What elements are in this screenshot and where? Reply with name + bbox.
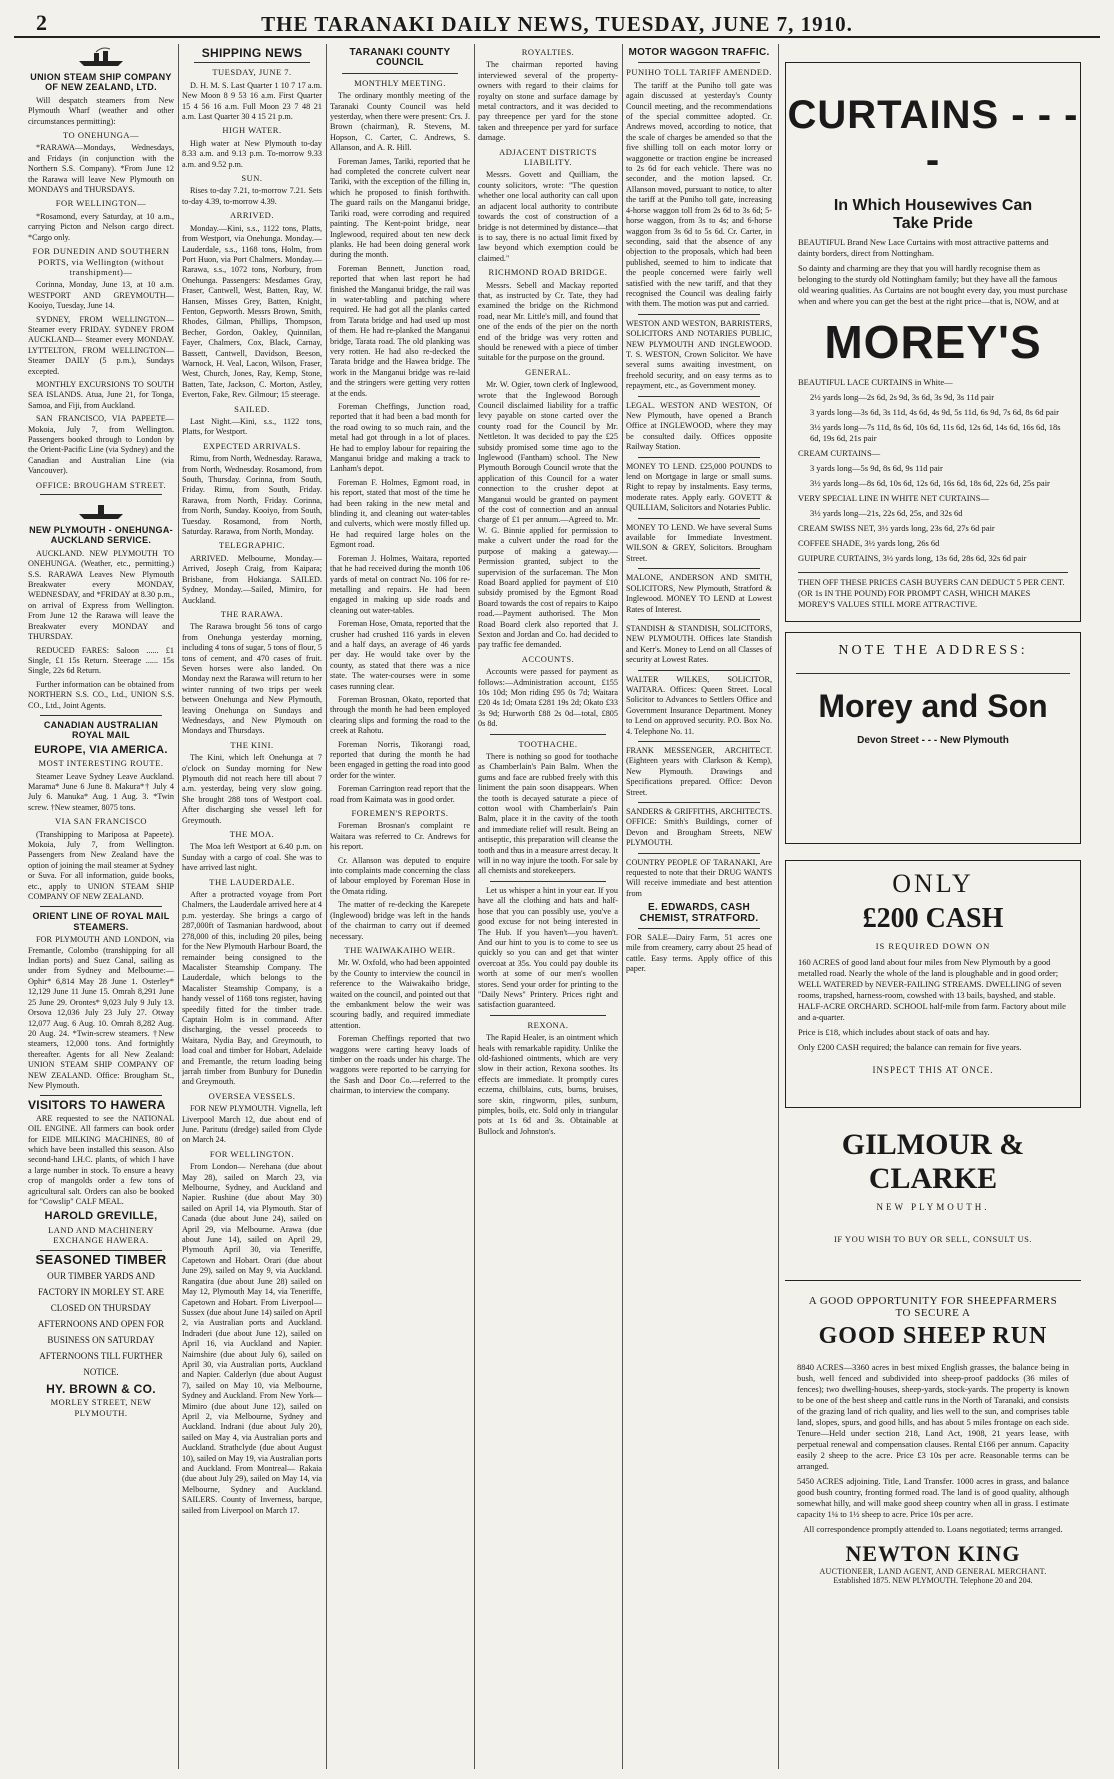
county-header: TARANAKI COUNTY COUNCIL	[349, 47, 451, 69]
county-para: Foreman Cheffings reported that two waggons were carting heavy loads of timber on the roads under his charge. The waggons were reported to be carrying for the Sash and Door Co.—referred to the chairman, to interview the company.	[330, 1034, 470, 1096]
divider	[638, 568, 760, 569]
address-advert	[785, 632, 1081, 844]
onehunga-heading: TO ONEHUNGA—	[63, 130, 139, 141]
shipping-date: TUESDAY, JUNE 7.	[212, 67, 292, 78]
farm-advert	[785, 860, 1081, 1108]
correspondence-line: All correspondence promptly attended to. Loans negotiated; terms arranged.	[803, 1524, 1063, 1534]
net-heading: VERY SPECIAL LINE IN WHITE NET CURTAINS—	[798, 493, 989, 503]
county-para: Foreman Cheffings, Junction road, reported that it had been a bad month for the road owing to so much rain, and the metal had got through in a lot of places. He had to employ labour for repairing the Manganui bridge and making a track to Lanham's depot.	[330, 402, 470, 474]
overseas-heading: OVERSEA VESSELS.	[208, 1090, 296, 1101]
timber-text: OUR TIMBER YARDS AND FACTORY IN MORLEY ST. ARE CLOSED ON THURSDAY AFTERNOONS AND OPEN FOR BUSINESS ON SATURDAY AFTERNOONS TILL FURTHER NOTICE.	[37, 1271, 165, 1378]
column-3	[330, 44, 470, 1769]
classified-ad: FOR SALE—Dairy Farm, 51 acres one mile from creamery, carry about 25 head of cattle. Easy terms. Apply office of this paper.	[626, 933, 772, 974]
newton-established: Established 1875. NEW PLYMOUTH. Telephone 20 and 204.	[833, 1576, 1033, 1585]
curtains-text: So dainty and charming are they that you will hardly recognise them as belonging to the sturdy old Nottingham family; but they have all the famous old wearing qualities. As Curtains are not bought every day, you must purchase when and where you can get the best at the right price—that is, NOW, and at	[798, 263, 1068, 306]
note-address: NOTE THE ADDRESS:	[838, 643, 1028, 658]
sheep-run-heading: GOOD SHEEP RUN	[818, 1323, 1048, 1349]
price-line: 3½ yards long—21s, 22s 6d, 25s, and 32s 6d	[810, 508, 963, 518]
moreys-logo: MOREY'S	[824, 316, 1042, 368]
price-line: 3 yards long—3s 6d, 3s 11d, 4s 6d, 4s 9d, 5s 11d, 6s 9d, 7s 6d, 8s 6d pair	[810, 407, 1059, 417]
column-rule	[474, 44, 475, 1769]
divider	[638, 802, 760, 803]
morey-son-logo: Morey and Son	[818, 688, 1048, 724]
motor-sub: PUNIHO TOLL TARIFF AMENDED.	[626, 67, 772, 78]
divider	[40, 1095, 162, 1096]
greville-name: HAROLD GREVILLE,	[44, 1210, 158, 1223]
motor-text: The tariff at the Puniho toll gate was again discussed at yesterday's County Council meeting, and the recommendations of the special committee adopted. Cr. Andrews moved, according to notice, that the scale of charges be amended so that the five shilling toll on each motor lorry or waggonette or traction engine be increased to 2s 6d for each vehicle. There was no seconder, and the motion lapsed. Cr. Allanson moved, pursuant to notice, to alter the tariff at the Puniho toll gate, increasing 4-horse waggon toll from 2s 6d to 3s 6d; 5-horse waggon, from 3s to 4s; and 6-horse waggon from 3s 6d to 5s 6d. Cr. Carter, in seconding, said that the absence of any objection to the proposals, which had been published, seemed to him to indicate that the people concerned were fairly well satisfied with the new tariff, and that they recognised the Council was dealing fairly with them. The motion was put and carried.	[626, 80, 772, 309]
curtains-advert	[785, 62, 1081, 622]
adjacent-text: Messrs. Govett and Quilliam, the county solicitors, wrote: "The question whether one local authority can call upon an adjacent local authority to contribute towards the cost of construction of a bridge is not determined by distance—that is to say, there is no actual limit fixed by law beyond which exemption could be claimed."	[478, 170, 618, 263]
timber-header: SEASONED TIMBER	[35, 1251, 167, 1267]
price-line: 3½ yards long—8s 6d, 10s 6d, 12s 6d, 16s 6d, 18s 6d, 22s 6d, 25s pair	[810, 478, 1050, 488]
price-line: 3½ yards long—7s 11d, 8s 6d, 10s 6d, 11s 6d, 12s 6d, 14s 6d, 16s 6d, 18s 6d, 19s 6d, 21s pair	[810, 422, 1061, 443]
county-para: Foreman Hose, Omata, reported that the crusher had crushed 116 yards in eleven and a half days, an average of 46 yards per day. He would take over by the county, as stated that there was a nice state. The water-courses were in some cases running clear.	[330, 619, 470, 691]
county-para: The matter of re-decking the Karepete (Inglewood) bridge was left in the hands of the chairman to carry out if deemed necessary.	[330, 900, 470, 941]
newton-king: NEWTON KING	[845, 1541, 1021, 1566]
newton-sub: AUCTIONEER, LAND AGENT, AND GENERAL MERCHANT.	[819, 1567, 1047, 1576]
devon-street: Devon Street - - - New Plymouth	[857, 735, 1009, 746]
gilmour-location: NEW PLYMOUTH.	[876, 1202, 990, 1212]
newspaper-title: THE TARANAKI DAILY NEWS, TUESDAY, JUNE 7, 1910.	[261, 12, 853, 36]
toothache-heading: TOOTHACHE.	[518, 738, 578, 749]
classified-ad: LEGAL. WESTON AND WESTON, Of New Plymouth, have opened a Branch Office at INGLEWOOD, where they may be consulted daily. Offices opposite Railway Station.	[626, 400, 772, 452]
steamship-icon	[76, 46, 126, 68]
column-rule	[178, 44, 179, 1769]
classified-ad: MONEY TO LEND. £25,000 POUNDS to lend on Mortgage in large or small sums. Right to repay by instalments. Easy terms, moderate rates. Apply early. GOVETT & QUILLIAM, Solicitors and Notaries Public.	[626, 461, 772, 513]
wellington-heading: FOR WELLINGTON—	[55, 198, 147, 209]
divider	[638, 457, 760, 458]
county-para: Foreman Brosnan's complaint re Waitara was referred to Cr. Andrews for his report.	[330, 821, 470, 852]
usscompany-header: UNION STEAM SHIP COMPANY OF NEW ZEALAND, LTD.	[30, 72, 172, 93]
dunedin-text: Corinna, Monday, June 13, at 10 a.m. WESTPORT AND GREYMOUTH— Kooiyo, Tuesday, June 14.	[28, 280, 174, 311]
county-para: Foreman Brosnan, Okato, reported that through the month he had been employed clearing slips and forming the road to the creek at Rahotu.	[330, 694, 470, 736]
water-text: High water at New Plymouth to-day 8.33 a.m. and 9.13 p.m. To-morrow 9.33 a.m. and 9.52 p.m.	[182, 138, 322, 169]
richmond-heading: RICHMOND ROAD BRIDGE.	[488, 267, 608, 278]
page-number: 2	[36, 10, 47, 35]
telegraphic-text: ARRIVED. Melbourne, Monday.—Arrived, Joseph Craig, from Kaipara; Brisbane, from Hokianga. SAILED. Sydney, Monday.—Sailed, Mimiro, for Auckland.	[182, 553, 322, 605]
county-para: Foreman F. Holmes, Egmont road, in his report, stated that most of the time he had been raking in the new metal and blinding it, and cleaning out water-tables and culverts, which were mostly filled up. He had required large holes on the Egmont road.	[330, 477, 470, 550]
office-line: OFFICE: BROUGHAM STREET.	[35, 479, 167, 490]
orient-header: ORIENT LINE OF ROYAL MAIL STEAMERS.	[32, 911, 170, 932]
county-subheading: THE WAIWAKAIHO WEIR.	[344, 944, 456, 955]
run-text: 5450 ACRES adjoining. Title, Land Transfer. 1000 acres in grass, and balance good bush country, fronting formed road. The land is of good quality, although somewhat hilly, and will make good sheep country when all in grass. I estimate capacity 1¼ to 1½ sheep to acre. Price 10s per acre.	[797, 1476, 1069, 1519]
gilmour-clarke: GILMOUR & CLARKE	[841, 1128, 1025, 1195]
discount-text: THEN OFF THESE PRICES CASH BUYERS CAN DEDUCT 5 PER CENT. (OR 1s IN THE POUND) FOR PROMPT CASH, WHICH MAKES MOREY'S VALUES STILL MORE ATTRACTIVE.	[798, 577, 1065, 609]
opportunity-line: A GOOD OPPORTUNITY FOR SHEEPFARMERS TO SECURE A	[808, 1295, 1058, 1319]
accounts-text: Accounts were passed for payment as follows:—Administration account, £155 10s 10d; Mon riding £95 0s 7d; Waitara £20 4s 1d; Omata £281 19s 2d; Okato £33 3s 9d; Hurworth £88 2s 0d—total, £805 0s 8d.	[478, 667, 618, 729]
column-1	[28, 44, 174, 1769]
motor-header: MOTOR WAGGON TRAFFIC.	[628, 47, 770, 58]
county-subheading: FOREMEN'S REPORTS.	[351, 808, 449, 819]
general-heading: GENERAL.	[525, 366, 571, 377]
visitors-text: ARE requested to see the NATIONAL OIL ENGINE. All farmers can book order for EIDE MILKING MACHINES, 80 of which have been installed this season. Also second-hand I.H.C. plants, of which I have a large number in stock. To ensure a heavy crop of mangolds order a few tons of agricultural salt. Orders can also be booked for "Cowslip" CALF MEAL.	[28, 1113, 174, 1206]
toothache-text: There is nothing so good for toothache as Chamberlain's Pain Balm. When the gums and face are rubbed freely with this liniment the pain soon disappears. When the tooth is decayed saturate a piece of cotton wool with Chamberlain's Pain Balm, place it in the cavity of the tooth and immediate relief will result. Being an antiseptic, this preparation will cleanse the tooth and thus in a measure arrest decay. It will in no way injure the tooth. For sale by all chemists and storekeepers.	[478, 752, 618, 876]
gilmour-advert	[785, 1110, 1081, 1268]
county-para: Foreman Carrington read report that the road from Kaimata was in good order.	[330, 784, 470, 804]
royalties-heading: ROYALTIES.	[521, 47, 575, 57]
price-line: GUIPURE CURTAINS, 3½ yards long, 13s 6d, 28s 6d, 32s 6d pair	[798, 553, 1027, 563]
divider	[40, 715, 162, 716]
farm-text: 160 ACRES of good land about four miles from New Plymouth by a good metalled road. Nearly the whole of the land is ploughable and in good order; WELL WATERED by NEVER-FAILING STREAMS. DWELLING of seven rooms, trapshed, harness-room, cowshed with 13 bails, bayshed, and stable. HALF-ACRE ORCHARD. SCHOOL half-mile from farm. Factory about mile and a-quarter.	[798, 957, 1066, 1022]
moa-heading: THE MOA.	[229, 829, 275, 840]
sun-text: Rises to-day 7.21, to-morrow 7.21. Sets to-day 4.39, to-morrow 4.39.	[182, 186, 322, 206]
whisper-text: Let us whisper a hint in your ear. If you have all the clothing and hats and half-hose that you can possibly use, you've a good excuse for not being interested in The Hub. If you haven't—you haven't. And our hint to you is to come to see us quickly so you can and get that winter overcoat at 35s. You could pay double its worth at some of our men's woollen stores. Send your order for printing to the "Daily News" Printery. Prices right and satisfaction guaranteed.	[478, 885, 618, 1010]
brown-sub: MORLEY STREET, NEW PLYMOUTH.	[50, 1397, 152, 1418]
county-para: Mr. W. Oxfold, who had been appointed by the County to interview the council in reference to the Waiwakaiho bridge, waited on the council, and pointed out that the embankment below the weir was scouring badly, and required immediate attention.	[330, 958, 470, 1030]
column-4	[478, 44, 618, 1769]
np-service-text: AUCKLAND. NEW PLYMOUTH TO ONEHUNGA. (Weather, etc., permitting.) S.S. RARAWA Leaves New Plymouth Breakwater every MONDAY, WEDNESDAY, and *FRIDAY at 8.30 p.m., on arrival of Express from Wellington. From June 12 the Rarawa will leave the Breakwater every MONDAY and THURSDAY.	[28, 548, 174, 642]
column-5	[626, 44, 772, 1769]
sheep-run-advert	[785, 1280, 1081, 1760]
expected-text: Rimu, from North, Wednesday. Rarawa, from North, Wednesday. Rosamond, from South, Thursday. Corinna, from South, Friday. Rimu, from South, Friday. Rarawa, from North, Friday. Corinna, from North, Sunday. Kooiyo, from South, Tuesday. Rosamond, from North, Saturday. Rarawa, from North, Monday.	[182, 454, 322, 537]
masthead	[14, 10, 1100, 38]
price-line: 3 yards long—5s 9d, 8s 6d, 9s 11d pair	[810, 463, 943, 473]
lace-heading: BEAUTIFUL LACE CURTAINS in White—	[798, 377, 953, 387]
expected-heading: EXPECTED ARRIVALS.	[203, 440, 301, 451]
price-line: COFFEE SHADE, 3½ yards long, 26s 6d	[798, 538, 940, 548]
accounts-heading: ACCOUNTS.	[521, 653, 575, 664]
price-text: Price is £18, which includes about stack of oats and hay.	[798, 1027, 990, 1037]
divider	[638, 670, 760, 671]
kini-text: The Kini, which left Onehunga at 7 o'clock on Sunday morning for New Plymouth did not reach here till about 7 a.m. yesterday, being very slow going. She brought 288 tons of Westport coal. After discharging she vessel left for Greymouth.	[182, 753, 322, 825]
visitors-header: VISITORS TO HAWERA	[28, 1098, 166, 1113]
county-sub: MONTHLY MEETING.	[354, 77, 446, 88]
classified-ad: MONEY TO LEND. We have several Sums available for Immediate Investment. WILSON & GREY, Solicitors. Brougham Street.	[626, 522, 772, 563]
telegraphic-heading: TELEGRAPHIC.	[218, 540, 286, 551]
classified-ad: FRANK MESSENGER, ARCHITECT. (Eighteen years with Clarkson & Kemp), New Plymouth. Drawings and Specifications prepared. Office: Devon Street.	[626, 745, 772, 797]
moa-text: The Moa left Westport at 6.40 p.m. on Sunday with a cargo of coal. She was to have arrived last night.	[182, 842, 322, 873]
only-heading: ONLY	[892, 869, 974, 898]
sailed-heading: SAILED.	[234, 403, 270, 414]
cash-heading: £200 CASH	[862, 903, 1004, 934]
county-para: Foreman Bennett, Junction road, reported that when last report he had finished the Manganui bridge, the rail was in water-tabling and patching where required. He had got all the planks carted from Tarata bridge and had used up most of them. He had re-planked the Manganui bridge, Tarata road. The old planking was very rotten. He had also re-decked the Tarata bridge and the Hawea bridge. The work in the Manganui bridge was re-laid and the stringers were getting very rotten at the ends.	[330, 263, 470, 398]
forwell-heading: FOR WELLINGTON.	[209, 1148, 295, 1159]
adjacent-heading: ADJACENT DISTRICTS LIABILITY.	[499, 146, 597, 168]
general-text: Mr. W. Ogier, town clerk of Inglewood, wrote that the Inglewood Borough Council disclaimed liability for a traffic levy payable on stone carted over the county road for the Council by Mr. Nettleton. It was decided to pay the £25 subsidy promised some time ago to the Inglewood (Fantham) school. The New Plymouth Borough Council wrote that the application of this Council for a water connection to the crusher depot at Manganui would be granted on payment of the cost of connection and an annual charge of £1 per annum.—Agreed to. Mr. W. G. Binnie applied for permission to make a culvert under the road for the purpose of making a gateway.—Permission granted, subject to the supervision of the surfaceman. The Mon Road Board applied for payment of £10 subsidy promised by the Egmont Road Board towards the cost of repairs to Kaipo road.—Payment authorised. The Mon Road Board clerk also reported that J. Sexton and Jordan and Co. had decided to pay traffic fee demanded.	[478, 380, 618, 650]
divider	[638, 741, 760, 742]
lauderdale-heading: THE LAUDERDALE.	[209, 876, 295, 887]
overseas-text: FOR NEW PLYMOUTH. Vignella, left Liverpool March 12, due about end of June. Paritutu (dredge) sailed from Clyde on March 24.	[182, 1104, 322, 1145]
classified-ad: E. EDWARDS, CASH CHEMIST, STRATFORD.	[639, 902, 759, 924]
shipping-header: SHIPPING NEWS	[201, 46, 303, 60]
brown-name: HY. BROWN & CO.	[46, 1382, 156, 1397]
column-rule	[622, 44, 623, 1769]
steamship-icon	[76, 499, 126, 521]
np-service-header: NEW PLYMOUTH - ONEHUNGA-AUCKLAND SERVICE.	[29, 525, 173, 546]
column-rule	[326, 44, 327, 1769]
price-line: 2½ yards long—2s 6d, 2s 9d, 3s 6d, 3s 9d, 3s 11d pair	[810, 392, 995, 402]
sailed-text: Last Night.—Kini, s.s., 1122 tons, Platts, for Westport.	[182, 417, 322, 437]
sanfran-heading: VIA SAN FRANCISCO	[54, 816, 148, 827]
moon-table: D. H. M. S. Last Quarter 1 10 7 17 a.m. New Moon 8 9 53 16 a.m. First Quarter 15 4 56 16 a.m. Full Moon 23 7 48 21 a.m. Last Quarter 30 4 15 21 p.m.	[182, 80, 322, 122]
water-heading: HIGH WATER.	[222, 125, 282, 136]
divider	[40, 1250, 162, 1251]
europe-text: Steamer Leave Sydney Leave Auckland. Marama* June 6 June 8. Makura*† July 4 July 6. Manuka* Aug. 1 Aug. 3. *Twin screw. †New steamer, 8075 tons.	[28, 771, 174, 812]
county-para: Foreman J. Holmes, Waitara, reported that he had received during the month 106 yards of metal on contract No. 106 for re-metalling and repairs. He had been engaged in making up side roads and cleaning out water-tables.	[330, 553, 470, 615]
county-para: Foreman Norris, Tikorangi road, reported that during the month he had been engaged in getting the road into good order for the winter.	[330, 739, 470, 780]
rarawa-heading: THE RARAWA.	[220, 608, 284, 619]
richmond-text: Messrs. Sebell and Mackay reported that, as instructed by Cr. Tate, they had examined the bridge on the Richmond road, near Mr. Little's mill, and found that one of the ends of the pier on the north end of the bridge was very rotten and should be renewed with a piece of timber suitable for the purpose on the ground.	[478, 280, 618, 363]
divider	[638, 518, 760, 519]
divider	[40, 494, 162, 495]
wellington-text: *Rosamond, every Saturday, at 10 a.m., carrying Picton and Nelson cargo direct. *Cargo only.	[28, 211, 174, 242]
classified-ad: STANDISH & STANDISH, SOLICITORS, NEW PLYMOUTH. Offices late Standish and Kerr's. Money to Lend on all Classes of security at Lowest Rates.	[626, 623, 772, 665]
price-line: CREAM SWISS NET, 3½ yards long, 23s 6d, 27s 6d pair	[798, 523, 995, 533]
divider	[798, 572, 1068, 573]
classified-ad: MALONE, ANDERSON AND SMITH, SOLICITORS, New Plymouth, Stratford & Inglewood. MONEY TO LEND at Lowest Rates of Interest.	[626, 573, 772, 614]
divider	[638, 314, 760, 315]
inspect-line: INSPECT THIS AT ONCE.	[872, 1065, 994, 1075]
curtains-text: BEAUTIFUL Brand New Lace Curtains with most attractive patterns and dainty borders, direct from Nottingham.	[798, 237, 1049, 258]
canadian-header: CANADIAN AUSTRALIAN ROYAL MAIL	[43, 719, 159, 741]
sanfran-text: (Transhipping to Mariposa at Papeete). Mokoia, July 7, from Wellington. Passengers from New Zealand have the option of joining the mail steamer at Sydney or Suva. For all information, guide books, etc., apply to UNION STEAM SHIP COMPANY OF NEW ZEALAND.	[28, 829, 174, 902]
rexona-text: The Rapid Healer, is an ointment which heals with remarkable rapidity. Unlike the old-fashioned ointments, which are very slow in their action, Rexona soothes. Its effects are immediate. It promptly cures eczema, chilblains, cuts, burns, bruises, sore skin, ringworm, piles, sunburn, pimples, boils, etc. Sold only in triangular pots at 1s 6d and 3s. Obtainable at Bullock and Johnston's.	[478, 1033, 618, 1136]
divider	[40, 906, 162, 907]
divider	[796, 673, 1070, 674]
cream-heading: CREAM CURTAINS—	[798, 448, 881, 458]
required-line: IS REQUIRED DOWN ON	[875, 941, 991, 951]
column-rule	[778, 44, 779, 1769]
europe-sub: MOST INTERESTING ROUTE.	[38, 758, 164, 769]
sun-heading: SUN.	[241, 173, 263, 184]
classified-ad: WESTON AND WESTON, BARRISTERS, SOLICITORS AND NOTARIES PUBLIC, NEW PLYMOUTH AND INGLEWOOD. T. S. WESTON, Crown Solicitor. We have several sums awaiting investment, on freehold security, and on easy terms as to repayment, etc., as Government money.	[626, 318, 772, 391]
classified-ad: SANDERS & GRIFFITHS, ARCHITECTS. OFFICE: Smith's Buildings, corner of Devon and Brougham Streets, NEW PLYMOUTH.	[626, 807, 772, 848]
papeete-text: SAN FRANCISCO, VIA PAPEETE— Mokoia, July 7, from Wellington. Passengers booked through to London by the Orient-Pacific Line (via Sydney) and the Canadian and Australian Line (via Vancouver).	[28, 414, 174, 476]
fares-text: REDUCED FARES: Saloon ...... £1 Single, £1 15s Return. Steerage ...... 15s Single, 22s 6d Return.	[28, 645, 174, 676]
cash-text: Only £200 CASH required; the balance can remain for five years.	[798, 1042, 1022, 1052]
royalties-text: The chairman reported having interviewed several of the property-owners with regard to their claims for royalty on stone and surface damage by metal contractors, and it was decided to pay threepence per yard for the stone taken and threepence per yard for surface damage.	[478, 60, 618, 143]
rarawa-text: The Rarawa brought 56 tons of cargo from Onehunga yesterday morning, including 4 tons of sugar, 5 tons of flour, 5 tons of cement, and 470 cases of fruit. Seven horses were also landed. On Monday next the Rarawa will return to her winter running of two trips per week between Onehunga and New Plymouth, leaving Onehunga on Sundays and Wednesdays, and New Plymouth on Mondays and Thursdays.	[182, 622, 322, 736]
run-text: 8840 ACRES—3360 acres in best mixed English grasses, the balance being in bush, well fenced and subdivided into sheep-proof paddocks (36 miles of fences); two dwelling-houses, sheep-yards, stock-yards. The property is known to be one of the best sheep and cattle runs in the North of Taranaki, and consists of the grazing land of rich quality, and lies well to the sun, and comprises table land, slopes, spurs, and good hills, and has about 5 miles frontage on each side. Tenure—Held under section 218, Land Act, 1908, 21 years lease, with perpetual renewal and compensation clauses. Rental £166 per annum. Capacity easily 2 sheep to the acre. Price £3 10s per acre. Reasonable terms can be arranged.	[797, 1362, 1069, 1471]
divider	[638, 853, 760, 854]
column-2	[182, 44, 322, 1769]
divider	[194, 62, 310, 63]
forwell-text: From London— Nerehana (due about May 28), sailed on March 23, via Melbourne, Sydney, and Auckland and Napier. Rushine (due about May 30) sailed on April 14, via Plymouth. Star of Canada (due about June 24), sailed on April 29, via Melbourne. Arawa (due about June 14), sailed on April 29, Plymouth April 30, via Teneriffe, Capetown and Hobart. Orari (due about June 29), sailed on May 9, via Auckland. Rangatira (due about June 28) sailed on May 12, Plymouth May 14, via Teneriffe, Capetown and Hobart. From Liverpool— Sussex (due about June 14) sailed on April 2, via Australian ports and Auckland. Indraderi (due about June 12), sailed on April 16, via Auckland and Napier. Nairnshire (due about July 6), sailed on April 30, via Australian ports, Auckland and Napier. Calderlyn (due about August 7), sailed on May 10, via Melbourne, Sydney and Auckland. From New York— Mimiro (due about June 12), sailed on April 2, via Melbourne, Sydney and Auckland. Indrani (due about July 20), sailed on May 4, via Australian ports and Auckland. Strathclyde (due about August 10), sailed on May 19, via Australian ports and Auckland. From Montreal— Rakaia (due about July 29), sailed on May 14, via Melbourne, Sydney and Auckland. SAILERS. County of Inverness, barque, sailed from Liverpool on March 17.	[182, 1162, 322, 1515]
orient-text: FOR PLYMOUTH AND LONDON, via Fremantle, Colombo (transhipping for all Indian ports) and Suez Canal, sailing as under from Sydney and Melbourne:— Ophir* 6,814 May 28 June 1. Osterley* 12,129 June 11 June 15. Omrah 8,291 June 25 June 29. Orontes* 9,023 July 9 July 13. Orsova 12,036 July 23 July 27. Otway 12,077 Aug. 6 Aug. 10. Omrah 8,282 Aug. 20 Aug. 24. *Twin-screw steamers. †New steamers, 12,000 tons. And fortnightly thereafter. Agents for all New Zealand: UNION STEAM SHIP COMPANY OF NEW ZEALAND. Office: Brougham St., New Plymouth.	[28, 935, 174, 1090]
county-para: Foreman James, Tariki, reported that he had completed the concrete culvert near Tariki, with the exception of the filling in, which he proposed to finish forthwith. The guard rails on the Manganui bridge, Tariki road, were corroding and required painting. The Kent-point bridge, near Inglewood, required about ten new deck planks. He had been doing general work during the month.	[330, 156, 470, 260]
county-para: The ordinary monthly meeting of the Taranaki County Council was held yesterday, when there were present: Crs. J. Brown (chairman), R. Stevens, M. Hopson, C. Carter, C. Andrews, S. Allanson, and A. R. Hill.	[330, 91, 470, 153]
arrived-heading: ARRIVED.	[230, 210, 274, 221]
divider	[638, 396, 760, 397]
arrived-text: Monday.—Kini, s.s., 1122 tons, Platts, from Westport, via Onehunga. Monday.—Lauderdale, s.s., 1168 tons, Holm, from Port Huon, via Port Chalmers. Monday.—Rarawa, s.s., 1072 tons, Norbury, from Onehunga. Passengers: Mesdames Gray, Fraser, Cantwell, West, Batten, Ray, W. Hansen, Misses Grey, Batten, Knight, Fenton, Gepworth. Messrs Brown, Smith, Rhodes, Gilman, Phillips, Thompson, Becher, Gordon, Oakley, Quinnilan, Fayer, Chalmers, Cox, Black, Carnay, Bassett, Cantwell, Davidson, Beeson, Warnock, H. Veal, Lacon, Wilson, Fraser, West, Church, Jones, Ray, Kemp, Stone, Batten, Tate, Jackson, C. Morton, Astley, Everton, Fake, Rev. Gilmour; 15 steerage.	[182, 223, 322, 400]
lauderdale-text: After a protracted voyage from Port Chalmers, the Lauderdale arrived here at 4 p.m. yesterday. She brings a cargo of 287,000ft of Tasmanian hardwood, about 278,000 of this, including 20 piles, being for the New Plymouth Harbour Board, the remainder being consigned to the Macalister Steamship Company. The Lauderdale, which belongs to the Macalister Steamship Company, is a handy vessel of 1168 tons register, having speedily fitted for the timber trade. Captain Holm is in command. After discharging, the vessel proceeds to Waitara, Nydia Bay, and Greymouth, to load coal and timber for Hobart, Adelaide and Fremantle, the return loading being jarrah timber from Bunbury for Dunedin and Greymouth.	[182, 890, 322, 1087]
rexona-heading: REXONA.	[527, 1019, 569, 1030]
classified-ad: COUNTRY PEOPLE OF TARANAKI, Are requested to note that their DRUG WANTS Will receive immediate and best attention from	[626, 857, 772, 898]
dunedin-heading: FOR DUNEDIN AND SOUTHERN PORTS, via Wellington (without transhipment)—	[32, 246, 170, 277]
classified-ad: WALTER WILKES, SOLICITOR, WAITARA. Offices: Queen Street. Local Solicitor to Advances to Settlers Office and Government Insurance Department. Money to Lend on approved security. P.O. Box No. 4. Telephone No. 11.	[626, 674, 772, 736]
divider	[490, 734, 606, 735]
divider	[638, 928, 760, 929]
usscompany-intro: Will despatch steamers from New Plymouth Wharf (weather and other circumstances permitting):	[28, 95, 174, 126]
county-para: Cr. Allanson was deputed to enquire into complaints made concerning the class of labour employed by Foreman Hose in the Omata riding.	[330, 855, 470, 896]
sydney-text: SYDNEY, FROM WELLINGTON— Steamer every FRIDAY. SYDNEY FROM AUCKLAND— Steamer every MONDAY. LYTTELTON, FROM WELLINGTON— Steamer DAILY (5 p.m.), Sundays excepted.	[28, 314, 174, 376]
kini-heading: THE KINI.	[230, 739, 274, 750]
gilmour-note: IF YOU WISH TO BUY OR SELL, CONSULT US.	[834, 1234, 1032, 1244]
curtains-subhead: In Which Housewives Can Take Pride	[833, 197, 1033, 232]
divider	[638, 62, 760, 63]
divider	[342, 73, 458, 74]
divider	[490, 881, 606, 882]
divider	[490, 1015, 606, 1016]
greville-sub: LAND AND MACHINERY EXCHANGE HAWERA.	[48, 1224, 154, 1246]
agents-text: Further information can be obtained from NORTHERN S.S. CO., Ltd., UNION S.S. CO., Ltd., Joint Agents.	[28, 679, 174, 710]
divider	[638, 619, 760, 620]
onehunga-text: *RARAWA—Mondays, Wednesdays, and Fridays (in conjunction with the Northern S.S. Company). *From June 12 the Rarawa will leave New Plymouth on MONDAYS and THURSDAYS.	[28, 143, 174, 195]
europe-header: EUROPE, VIA AMERICA.	[34, 743, 168, 756]
excursion-text: MONTHLY EXCURSIONS TO SOUTH SEA ISLANDS. Atua, June 21, for Tonga, Samoa, and Fiji, from Auckland.	[28, 379, 174, 410]
curtains-headline: CURTAINS - - - -	[787, 93, 1079, 182]
